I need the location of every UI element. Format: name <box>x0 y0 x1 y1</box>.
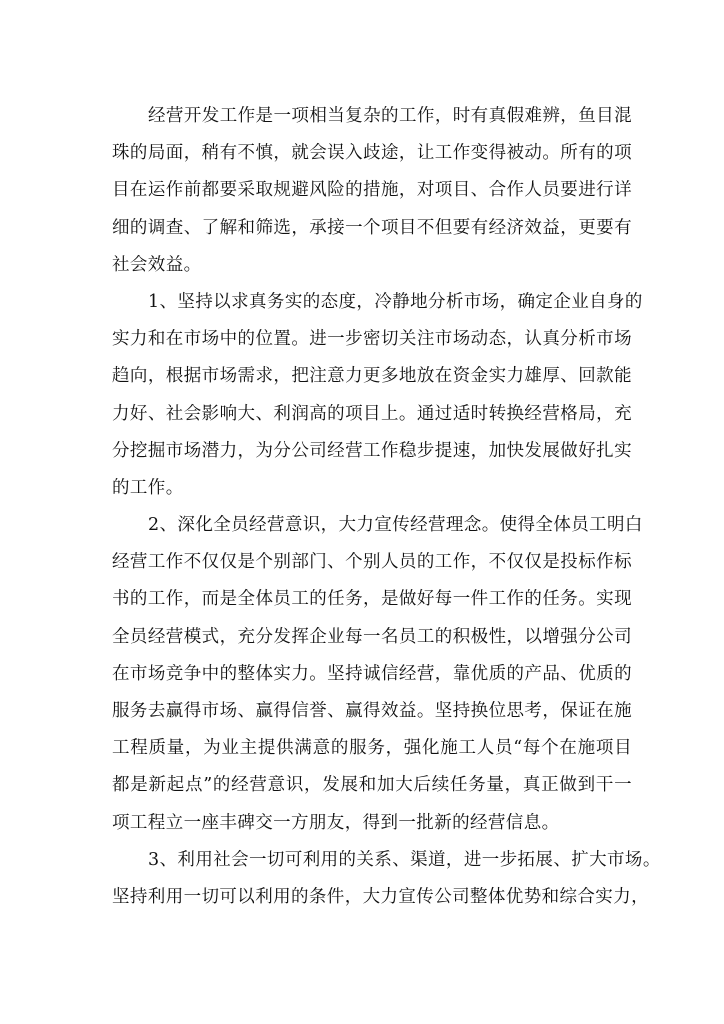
paragraph-item-2 <box>112 507 643 842</box>
text-line: 3、利用社会一切可利用的关系、渠道，进一步拓展、扩大市场。 <box>148 849 661 870</box>
text-line: 书的工作，而是全体员工的任务，是做好每一件工作的任务。实现 <box>112 589 632 610</box>
text-line: 在市场竞争中的整体实力。坚持诚信经营，靠优质的产品、优质的 <box>112 663 632 684</box>
text-line: 经营工作不仅仅是个别部门、个别人员的工作，不仅仅是投标作标 <box>112 552 632 573</box>
text-line: 都是新起点”的经营意识，发展和加大后续任务量，真正做到干一 <box>112 775 632 796</box>
text-line: 趋向，根据市场需求，把注意力更多地放在资金实力雄厚、回款能 <box>112 366 632 387</box>
paragraph-intro <box>112 98 632 284</box>
text-line: 全员经营模式，充分发挥企业每一名员工的积极性，以增强分公司 <box>112 626 632 647</box>
text-line: 力好、社会影响大、利润高的项目上。通过适时转换经营格局，充 <box>112 403 632 424</box>
text-line: 坚持利用一切可以利用的条件，大力宣传公司整体优势和综合实力， <box>112 886 649 907</box>
paragraph-item-1 <box>112 284 643 507</box>
text-line: 分挖掘市场潜力，为分公司经营工作稳步提速，加快发展做好扎实 <box>112 440 632 461</box>
text-line: 服务去赢得市场、赢得信誉、赢得效益。坚持换位思考，保证在施 <box>112 701 632 721</box>
text-line: 经营开发工作是一项相当复杂的工作，时有真假难辨，鱼目混 <box>148 106 632 126</box>
text-line: 工程质量，为业主提供满意的服务，强化施工人员“每个在施项目 <box>112 738 632 759</box>
text-line: 项工程立一座丰碑交一方朋友，得到一批新的经营信息。 <box>112 812 560 833</box>
document-body <box>112 98 661 916</box>
text-line: 1、坚持以求真务实的态度，冷静地分析市场，确定企业自身的 <box>148 291 643 312</box>
text-line: 目在运作前都要采取规避风险的措施，对项目、合作人员要进行详 <box>112 180 632 201</box>
text-line: 珠的局面，稍有不慎，就会误入歧途，让工作变得被动。所有的项 <box>112 143 632 164</box>
text-line: 2、深化全员经营意识，大力宣传经营理念。使得全体员工明白 <box>148 515 643 536</box>
text-line: 细的调查、了解和筛选，承接一个项目不但要有经济效益，更要有 <box>112 217 632 238</box>
text-line: 实力和在市场中的位置。进一步密切关注市场动态，认真分析市场 <box>112 329 632 350</box>
paragraph-item-3 <box>112 842 661 916</box>
text-line: 社会效益。 <box>112 254 202 275</box>
text-line: 的工作。 <box>112 477 184 498</box>
